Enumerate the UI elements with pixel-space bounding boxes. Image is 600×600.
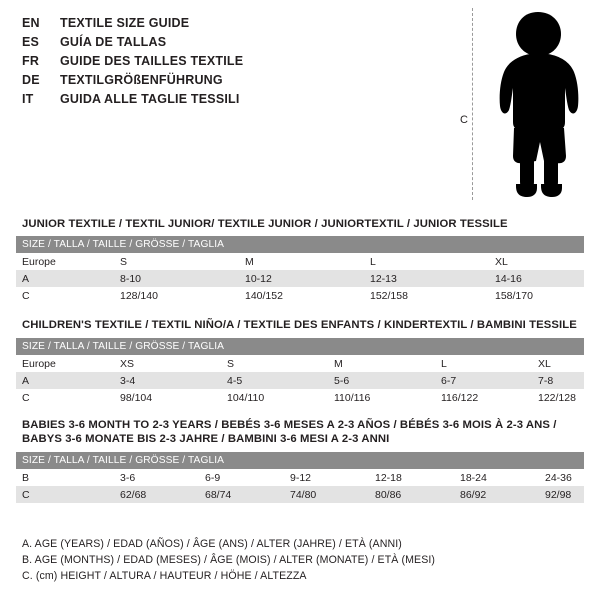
table-row [16, 469, 584, 486]
table-children [16, 338, 584, 406]
row-value: S [227, 357, 235, 370]
row-label: A [22, 374, 30, 387]
row-label: Europe [22, 255, 56, 268]
language-row [22, 90, 422, 109]
row-value: 9-12 [290, 471, 312, 484]
table-row [16, 372, 584, 389]
row-value: L [441, 357, 447, 370]
row-value: 6-7 [441, 374, 457, 387]
language-row [22, 14, 422, 33]
row-label: C [22, 391, 30, 404]
language-title-block [22, 14, 422, 109]
row-value: 12-13 [370, 272, 397, 285]
table-junior [16, 236, 584, 304]
section-title-children: CHILDREN'S TEXTILE / TEXTIL NIÑO/A / TEXTILE DES ENFANTS / KINDERTEXTIL / BAMBINI TESSILE [22, 319, 577, 331]
row-value: 62/68 [120, 488, 147, 501]
table-header-label: SIZE / TALLA / TAILLE / GRÖSSE / TAGLIA [22, 455, 225, 466]
row-value: 104/110 [227, 391, 265, 404]
row-value: 98/104 [120, 391, 153, 404]
language-title: TEXTILE SIZE GUIDE [60, 16, 190, 30]
row-value: 8-10 [120, 272, 142, 285]
table-header-row [16, 452, 584, 469]
language-title: GUIDE DES TAILLES TEXTILE [60, 54, 244, 68]
table-row [16, 389, 584, 406]
row-value: 24-36 [545, 471, 572, 484]
table-row [16, 270, 584, 287]
row-value: 12-18 [375, 471, 402, 484]
row-value: M [334, 357, 343, 370]
language-code: IT [22, 92, 34, 106]
row-label: A [22, 272, 30, 285]
table-row [16, 486, 584, 503]
row-label: B [22, 471, 30, 484]
height-marker-label: C [460, 114, 468, 126]
row-value: 5-6 [334, 374, 350, 387]
language-code: FR [22, 54, 40, 68]
language-row [22, 52, 422, 71]
table-row [16, 287, 584, 304]
row-value: 14-16 [495, 272, 522, 285]
height-guide-line [472, 8, 473, 200]
language-code: ES [22, 35, 40, 49]
language-code: DE [22, 73, 40, 87]
row-value: 68/74 [205, 488, 232, 501]
row-value: 6-9 [205, 471, 221, 484]
row-value: 4-5 [227, 374, 243, 387]
table-row [16, 355, 584, 372]
language-row [22, 71, 422, 90]
row-value: XL [495, 255, 508, 268]
legend-row-c: C. (cm) HEIGHT / ALTURA / HAUTEUR / HÖHE / ALTEZZA [22, 570, 307, 582]
table-header-row [16, 236, 584, 253]
row-value: 3-4 [120, 374, 136, 387]
row-value: 74/80 [290, 488, 317, 501]
row-label: Europe [22, 357, 56, 370]
row-value: 7-8 [538, 374, 554, 387]
legend-row-a: A. AGE (YEARS) / EDAD (AÑOS) / ÂGE (ANS) / ALTER (JAHRE) / ETÀ (ANNI) [22, 538, 402, 550]
section-title-babies-line1: BABIES 3-6 MONTH TO 2-3 YEARS / BEBÉS 3-6 MESES A 2-3 AÑOS / BÉBÉS 3-6 MOIS À 2-3 ANS / [22, 419, 557, 431]
row-value: 86/92 [460, 488, 487, 501]
row-value: 18-24 [460, 471, 487, 484]
row-value: 10-12 [245, 272, 272, 285]
row-value: 116/122 [441, 391, 479, 404]
row-label: C [22, 488, 30, 501]
row-label: C [22, 289, 30, 302]
row-value: 122/128 [538, 391, 576, 404]
language-row [22, 33, 422, 52]
row-value: 80/86 [375, 488, 402, 501]
row-value: 128/140 [120, 289, 158, 302]
table-babies [16, 452, 584, 503]
table-header-label: SIZE / TALLA / TAILLE / GRÖSSE / TAGLIA [22, 239, 225, 250]
legend-block [22, 536, 582, 584]
language-code: EN [22, 16, 40, 30]
row-value: 110/116 [334, 391, 371, 404]
row-value: 92/98 [545, 488, 572, 501]
language-title: TEXTILGRÖßENFÜHRUNG [60, 73, 223, 87]
row-value: 152/158 [370, 289, 408, 302]
row-value: XS [120, 357, 135, 370]
row-value: 3-6 [120, 471, 136, 484]
table-header-row [16, 338, 584, 355]
table-header-label: SIZE / TALLA / TAILLE / GRÖSSE / TAGLIA [22, 341, 225, 352]
measurement-figure [440, 8, 590, 203]
table-row [16, 253, 584, 270]
language-title: GUIDA ALLE TAGLIE TESSILI [60, 92, 240, 106]
row-value: S [120, 255, 128, 268]
section-title-junior: JUNIOR TEXTILE / TEXTIL JUNIOR/ TEXTILE JUNIOR / JUNIORTEXTIL / JUNIOR TESSILE [22, 218, 508, 230]
legend-row-b: B. AGE (MONTHS) / EDAD (MESES) / ÂGE (MOIS) / ALTER (MONATE) / ETÀ (MESI) [22, 554, 436, 566]
section-title-babies-line2: BABYS 3-6 MONATE BIS 2-3 JAHRE / BAMBINI 3-6 MESI A 2-3 ANNI [22, 433, 390, 445]
language-title: GUÍA DE TALLAS [60, 35, 167, 49]
row-value: L [370, 255, 376, 268]
child-silhouette-icon [486, 10, 586, 200]
row-value: 158/170 [495, 289, 533, 302]
row-value: 140/152 [245, 289, 283, 302]
row-value: M [245, 255, 254, 268]
row-value: XL [538, 357, 551, 370]
